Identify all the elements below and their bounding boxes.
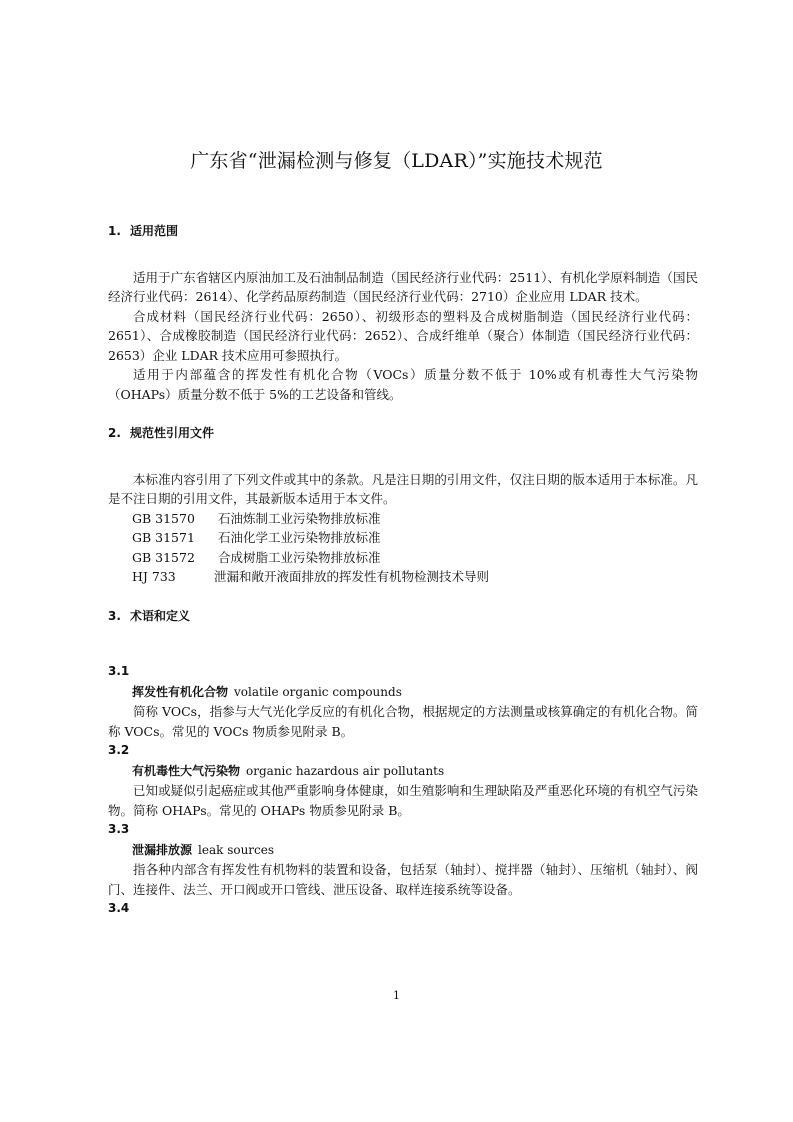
- section-heading-scope: [108, 222, 698, 242]
- reference-item: [108, 528, 698, 548]
- reference-item: [108, 509, 698, 529]
- term-definition: 已知或疑似引起癌症或其他严重影响身体健康，如生殖影响和生理缺陷及严重恶化环境的有机空气污染物。简称 OHAPs。常见的 OHAPs 物质参见附录 B。: [108, 783, 698, 818]
- term-definition: 指各种内部含有挥发性有机物料的装置和设备，包括泵（轴封）、搅拌器（轴封）、压缩机（轴封）、阀门、连接件、法兰、开口阀或开口管线、泄压设备、取样连接系统等设备。: [108, 862, 698, 897]
- section-number: 3.: [108, 608, 121, 623]
- scope-paragraph: 适用于广东省辖区内原油加工及石油制品制造（国民经济行业代码：2511）、有机化学原料制造（国民经济行业代码：2614）、化学药品原药制造（国民经济行业代码：2710）企业应用 LDAR 技术。: [108, 269, 698, 304]
- term-name: [108, 761, 698, 782]
- term-number: 3.2: [108, 743, 130, 757]
- term-name-zh: 泄漏排放源: [132, 842, 193, 857]
- reference-code: GB 31571: [132, 530, 195, 545]
- term-name-zh: 挥发性有机化合物: [132, 684, 229, 699]
- term-number: 3.4: [108, 901, 130, 915]
- reference-item: [108, 548, 698, 568]
- term-name-en: organic hazardous air pollutants: [246, 763, 445, 778]
- section-heading-references: [108, 424, 698, 444]
- section-number: 1.: [108, 224, 121, 238]
- section-heading-terms: [108, 607, 698, 627]
- term-definition: 简称 VOCs，指参与大气光化学反应的有机化合物，根据规定的方法测量或核算确定的有机化合物。简称 VOCs。常见的 VOCs 物质参见附录 B。: [108, 704, 698, 739]
- page-number: 1: [393, 989, 400, 1002]
- term-number: 3.1: [108, 664, 130, 678]
- section-title: 规范性引用文件: [130, 426, 215, 440]
- section-title: 术语和定义: [130, 608, 191, 623]
- scope-paragraph: 适用于内部蕴含的挥发性有机化合物（VOCs）质量分数不低于 10%或有机毒性大气污染物（OHAPs）质量分数不低于 5%的工艺设备和管线。: [108, 367, 698, 402]
- reference-name: 石油炼制工业污染物排放标准: [218, 510, 381, 526]
- term-name-en: volatile organic compounds: [234, 684, 402, 699]
- reference-name: 泄漏和敞开液面排放的挥发性有机物检测技术导则: [214, 569, 490, 584]
- reference-code: GB 31572: [132, 549, 195, 565]
- references-intro: 本标准内容引用了下列文件或其中的条款。凡是注日期的引用文件，仅注日期的版本适用于本标准。凡是不注日期的引用文件，其最新版本适用于本文件。: [108, 471, 698, 506]
- reference-name: 合成树脂工业污染物排放标准: [218, 549, 381, 565]
- term-name: [108, 682, 698, 703]
- reference-code: HJ 733: [132, 569, 176, 584]
- term-name-en: leak sources: [198, 842, 275, 857]
- reference-item: [108, 567, 698, 587]
- scope-paragraph: 合成材料（国民经济行业代码：2650）、初级形态的塑料及合成树脂制造（国民经济行业代码：2651）、合成橡胶制造（国民经济行业代码：2652）、合成纤维单（聚合）体制造（国民经济行业代码：2653）企业 LDAR 技术应用可参照执行。: [108, 308, 698, 363]
- document-body: [108, 222, 698, 919]
- term-number: 3.3: [108, 822, 130, 836]
- term-name: [108, 840, 698, 861]
- section-number: 2.: [108, 426, 121, 440]
- term-name-zh: 有机毒性大气污染物: [132, 763, 241, 778]
- reference-name: 石油化学工业污染物排放标准: [218, 530, 381, 545]
- reference-code: GB 31570: [132, 510, 195, 526]
- section-title: 适用范围: [130, 224, 179, 238]
- document-title: 广东省“泄漏检测与修复（LDAR）”实施技术规范: [190, 150, 603, 172]
